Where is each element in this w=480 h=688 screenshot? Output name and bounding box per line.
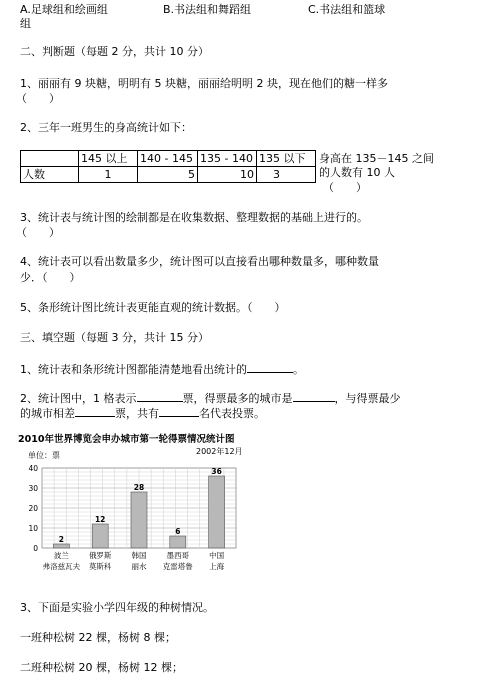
data-label: 28	[133, 483, 145, 492]
height-table	[20, 150, 316, 183]
s2-q2-note-2: 的人数有 10 人	[319, 166, 395, 179]
y-tick-label: 30	[28, 484, 38, 493]
table-header-cell: 135 - 140	[198, 151, 257, 167]
table-cell: 5	[138, 167, 198, 183]
section3-title: 三、填空题（每题 3 分，共计 15 分）	[20, 331, 209, 344]
choice-a: A.足球组和绘画组	[20, 3, 108, 16]
s3-q2-text-d: 的城市相差	[20, 407, 75, 420]
bar	[53, 544, 69, 548]
answer-blank[interactable]	[137, 391, 183, 402]
bar	[170, 536, 186, 548]
s3-q1	[20, 362, 304, 376]
s3-q1-end: 。	[293, 363, 304, 376]
answer-blank[interactable]	[75, 406, 115, 417]
x-tick-label: 韩国	[131, 551, 147, 560]
data-label: 2	[58, 535, 65, 544]
x-tick-label: 上海	[209, 562, 225, 571]
x-tick-label: 弗洛兹瓦夫	[42, 562, 81, 571]
s2-q2: 2、三年一班男生的身高统计如下：	[20, 121, 192, 134]
s2-q2-note-1: 身高在 135－145 之间	[319, 152, 434, 165]
x-tick-label: 克雷塔鲁	[162, 562, 193, 571]
s3-q2-text-b: 票，得票最多的城市是	[182, 392, 293, 405]
x-tick-label: 丽水	[131, 562, 147, 571]
s3-q3: 3、下面是实验小学四年级的种树情况。	[20, 601, 214, 614]
chart-svg	[18, 432, 268, 582]
table-header-cell	[21, 151, 79, 167]
data-label: 36	[211, 467, 222, 476]
y-tick-label: 20	[28, 504, 38, 513]
section2-title: 二、判断题（每题 2 分，共计 10 分）	[20, 45, 209, 58]
bar	[92, 524, 108, 548]
vote-bar-chart	[18, 432, 268, 582]
s2-q5: 5、条形统计图比统计表更能直观的统计数据。（ ）	[20, 301, 286, 314]
chart-date: 2002年12月	[196, 447, 243, 456]
y-tick-label: 0	[33, 544, 38, 553]
bar	[131, 492, 147, 548]
choice-c-wrap: 组	[20, 17, 31, 30]
s2-q1-paren: （ ）	[16, 92, 60, 105]
x-tick-label: 俄罗斯	[88, 551, 112, 560]
answer-blank[interactable]	[159, 406, 199, 417]
answer-blank[interactable]	[293, 391, 335, 402]
s2-q2-paren: （ ）	[323, 181, 367, 194]
s3-q2-text-c: ，与得票最少	[334, 392, 401, 405]
s2-q4-b: 少．（ ）	[20, 271, 81, 284]
s3-q3-line1: 一班种松树 22 棵，杨树 8 棵；	[20, 631, 176, 644]
s2-q1: 1、丽丽有 9 块糖，明明有 5 块糖，丽丽给明明 2 块，现在他们的糖一样多	[20, 77, 388, 90]
table-cell: 3	[257, 167, 316, 183]
x-tick-label: 莫斯科	[88, 562, 112, 571]
s3-q2-text-a: 2、统计图中，1 格表示	[20, 392, 137, 405]
s2-q4: 4、统计表可以看出数量多少，统计图可以直接看出哪种数量多，哪种数量	[20, 255, 379, 268]
answer-blank[interactable]	[247, 362, 293, 373]
table-header-cell: 140 - 145	[138, 151, 198, 167]
s3-q3-line2: 二班种松树 20 棵，杨树 12 棵；	[20, 661, 183, 674]
table-cell: 10	[198, 167, 257, 183]
table-cell: 1	[79, 167, 138, 183]
s3-q2-line2	[20, 406, 265, 420]
table-header-cell: 145 以上	[79, 151, 138, 167]
choice-c: C.书法组和篮球	[308, 3, 386, 16]
data-label: 6	[175, 527, 181, 536]
bar	[209, 476, 225, 548]
table-row	[21, 167, 316, 183]
s3-q2-text-f: 名代表投票。	[199, 407, 265, 420]
x-tick-label: 墨西哥	[166, 551, 190, 560]
table-header-cell: 135 以下	[257, 151, 316, 167]
s3-q1-text: 1、统计表和条形统计图都能清楚地看出统计的	[20, 363, 247, 376]
choice-b: B.书法组和舞蹈组	[163, 3, 252, 16]
y-tick-label: 40	[28, 464, 38, 473]
x-tick-label: 波兰	[53, 551, 69, 560]
s2-q3-paren: （ ）	[16, 226, 60, 239]
s3-q2-text-e: 票，共有	[115, 407, 159, 420]
table-row-label: 人数	[21, 167, 79, 183]
data-label: 12	[94, 515, 106, 524]
y-tick-label: 10	[28, 524, 38, 533]
s2-q3: 3、统计表与统计图的绘制都是在收集数据、整理数据的基础上进行的。	[20, 211, 368, 224]
chart-title: 2010年世界博览会申办城市第一轮得票情况统计图	[18, 434, 235, 445]
s3-q2	[20, 391, 401, 405]
chart-unit: 单位：票	[28, 451, 60, 460]
table-header-row	[21, 151, 316, 167]
x-tick-label: 中国	[209, 551, 225, 560]
